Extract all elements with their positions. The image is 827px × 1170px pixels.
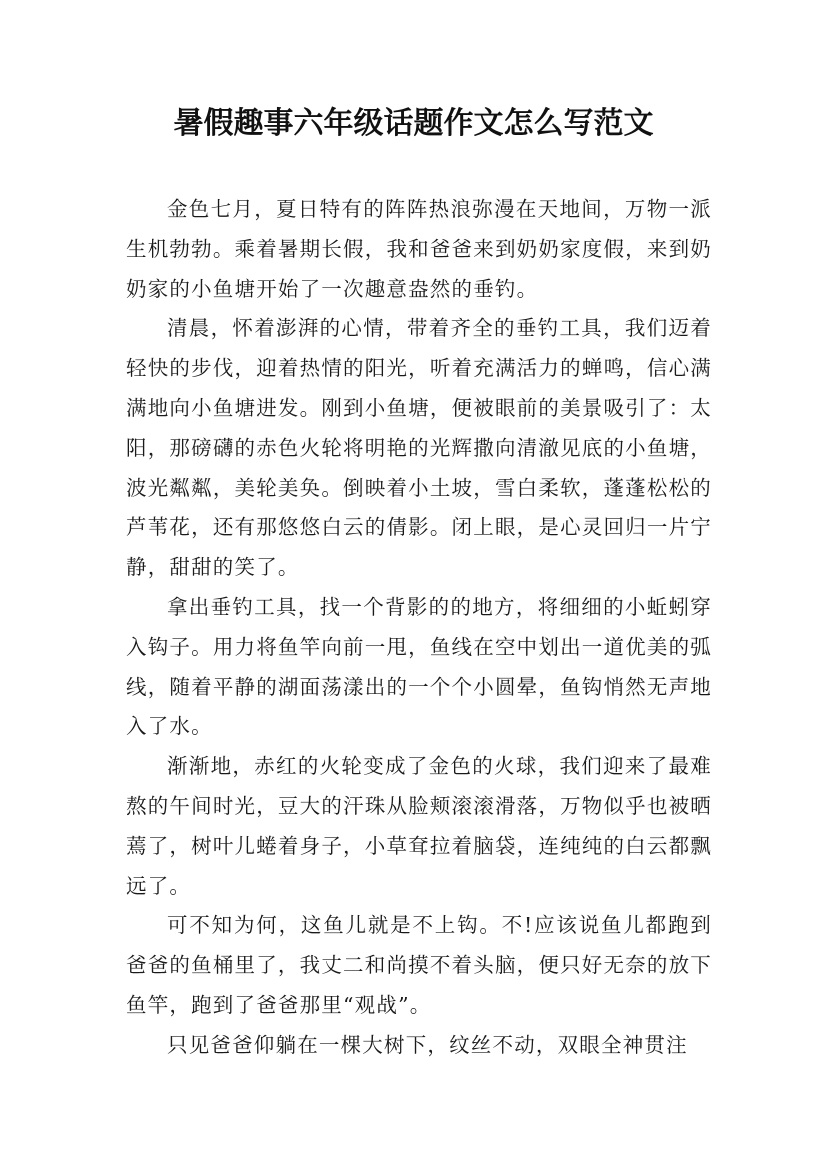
paragraph-4: 渐渐地，赤红的火轮变成了金色的火球，我们迎来了最难熬的午间时光，豆大的汗珠从脸颊滚滚滑落，万物似乎也被晒蔫了，树叶儿蜷着身子，小草耷拉着脑袋，连纯纯的白云都飘远了。 (126, 754, 712, 898)
document-body (126, 190, 712, 1066)
paragraph-6: 只见爸爸仰躺在一棵大树下，纹丝不动，双眼全神贯注 (167, 1032, 688, 1057)
paragraph-5: 可不知为何，这鱼儿就是不上钩。不!应该说鱼儿都跑到爸爸的鱼桶里了，我丈二和尚摸不着头脑，便只好无奈的放下鱼竿，跑到了爸爸那里“观战”。 (126, 913, 712, 1017)
paragraph-1: 金色七月，夏日特有的阵阵热浪弥漫在天地间，万物一派生机勃勃。乘着暑期长假，我和爸爸来到奶奶家度假，来到奶奶家的小鱼塘开始了一次趣意盎然的垂钓。 (126, 197, 712, 301)
document-title: 暑假趣事六年级话题作文怎么写范文 (173, 106, 654, 141)
paragraph-3: 拿出垂钓工具，找一个背影的的地方，将细细的小蚯蚓穿入钩子。用力将鱼竿向前一甩，鱼线在空中划出一道优美的弧线，随着平静的湖面荡漾出的一个个小圆晕，鱼钩悄然无声地入了水。 (126, 594, 712, 739)
paragraph-2: 清晨，怀着澎湃的心情，带着齐全的垂钓工具，我们迈着轻快的步伐，迎着热情的阳光，听着充满活力的蝉鸣，信心满满地向小鱼塘进发。刚到小鱼塘，便被眼前的美景吸引了：太阳，那磅礴的赤色火轮将明艳的光辉撒向清澈见底的小鱼塘，波光粼粼，美轮美奂。倒映着小土坡，雪白柔软，蓬蓬松松的芦苇花，还有那悠悠白云的倩影。闭上眼，是心灵回归一片宁静，甜甜的笑了。 (126, 316, 712, 580)
